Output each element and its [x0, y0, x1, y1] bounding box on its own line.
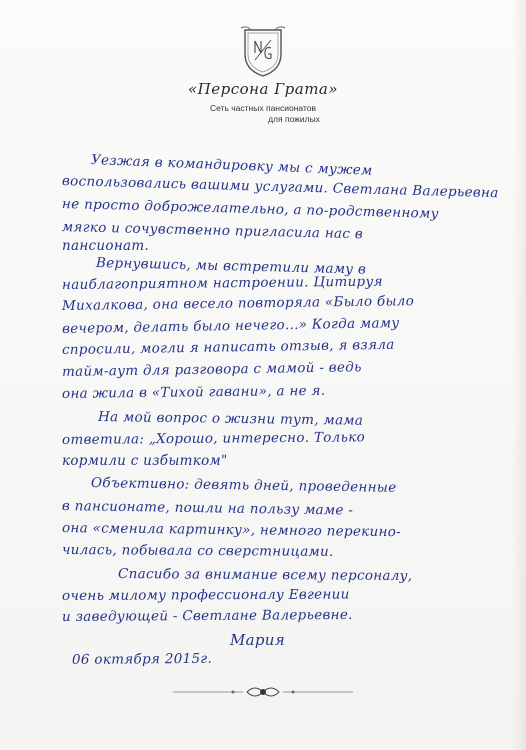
- letter-line: она жила в «Тихой гавани», а не я.: [61, 382, 326, 402]
- letter-signature: Мария: [230, 631, 285, 649]
- letter-line: наиблагоприятном настроении. Цитируя: [61, 273, 383, 293]
- letter-line: Спасибо за внимание всему персоналу,: [117, 566, 413, 585]
- letter-line: мягко и сочувственно пригласила нас в: [61, 219, 364, 243]
- letter-line: тайм-аут для разговора с мамой - ведь: [61, 359, 362, 380]
- letter-line: Вернувшись, мы встретили маму в: [95, 255, 367, 278]
- letter-line: Михалкова, она весело повторяла «Было было: [61, 293, 415, 314]
- letter-line: вечером, делать было нечего...» Когда маму: [61, 315, 400, 337]
- letter-line: не просто доброжелательно, а по-родственному: [61, 196, 439, 222]
- ornament-divider-icon: [173, 682, 353, 702]
- letter-line: На мой вопрос о жизни тут, мама: [97, 409, 364, 429]
- letter-line: Объективно: девять дней, проведенные: [90, 475, 397, 496]
- letter-line: и заведующей - Светлане Валерьевне.: [61, 606, 353, 625]
- brand-tagline-line-2: для пожилых: [268, 114, 320, 124]
- letter-line: Уезжая в командировку мы с мужем: [90, 152, 373, 179]
- letter-date: 06 октября 2015г.: [71, 650, 213, 668]
- letter-line: очень милому профессионалу Евгении: [61, 586, 350, 604]
- letter-line: ответила: „Хорошо, интересно. Только: [61, 429, 366, 448]
- brand-tagline-line-1: Сеть частных пансионатов: [209, 103, 316, 113]
- letter-line: спросили, могли я написать отзыв, я взяла: [61, 336, 395, 358]
- brand-name: «Персона Грата»: [187, 80, 339, 98]
- letter-line: она «сменила картинку», немного перекино-: [61, 520, 402, 541]
- letter-line: кормили с избытком": [62, 453, 228, 469]
- letter-line: пансионат.: [62, 238, 150, 254]
- letter-line: чилась, побывала со сверстницами.: [61, 542, 334, 560]
- letter-line: в пансионате, пошли на пользу маме -: [61, 498, 354, 519]
- letter-line: воспользовались вашими услугами. Светлана Валерьевна: [61, 173, 499, 202]
